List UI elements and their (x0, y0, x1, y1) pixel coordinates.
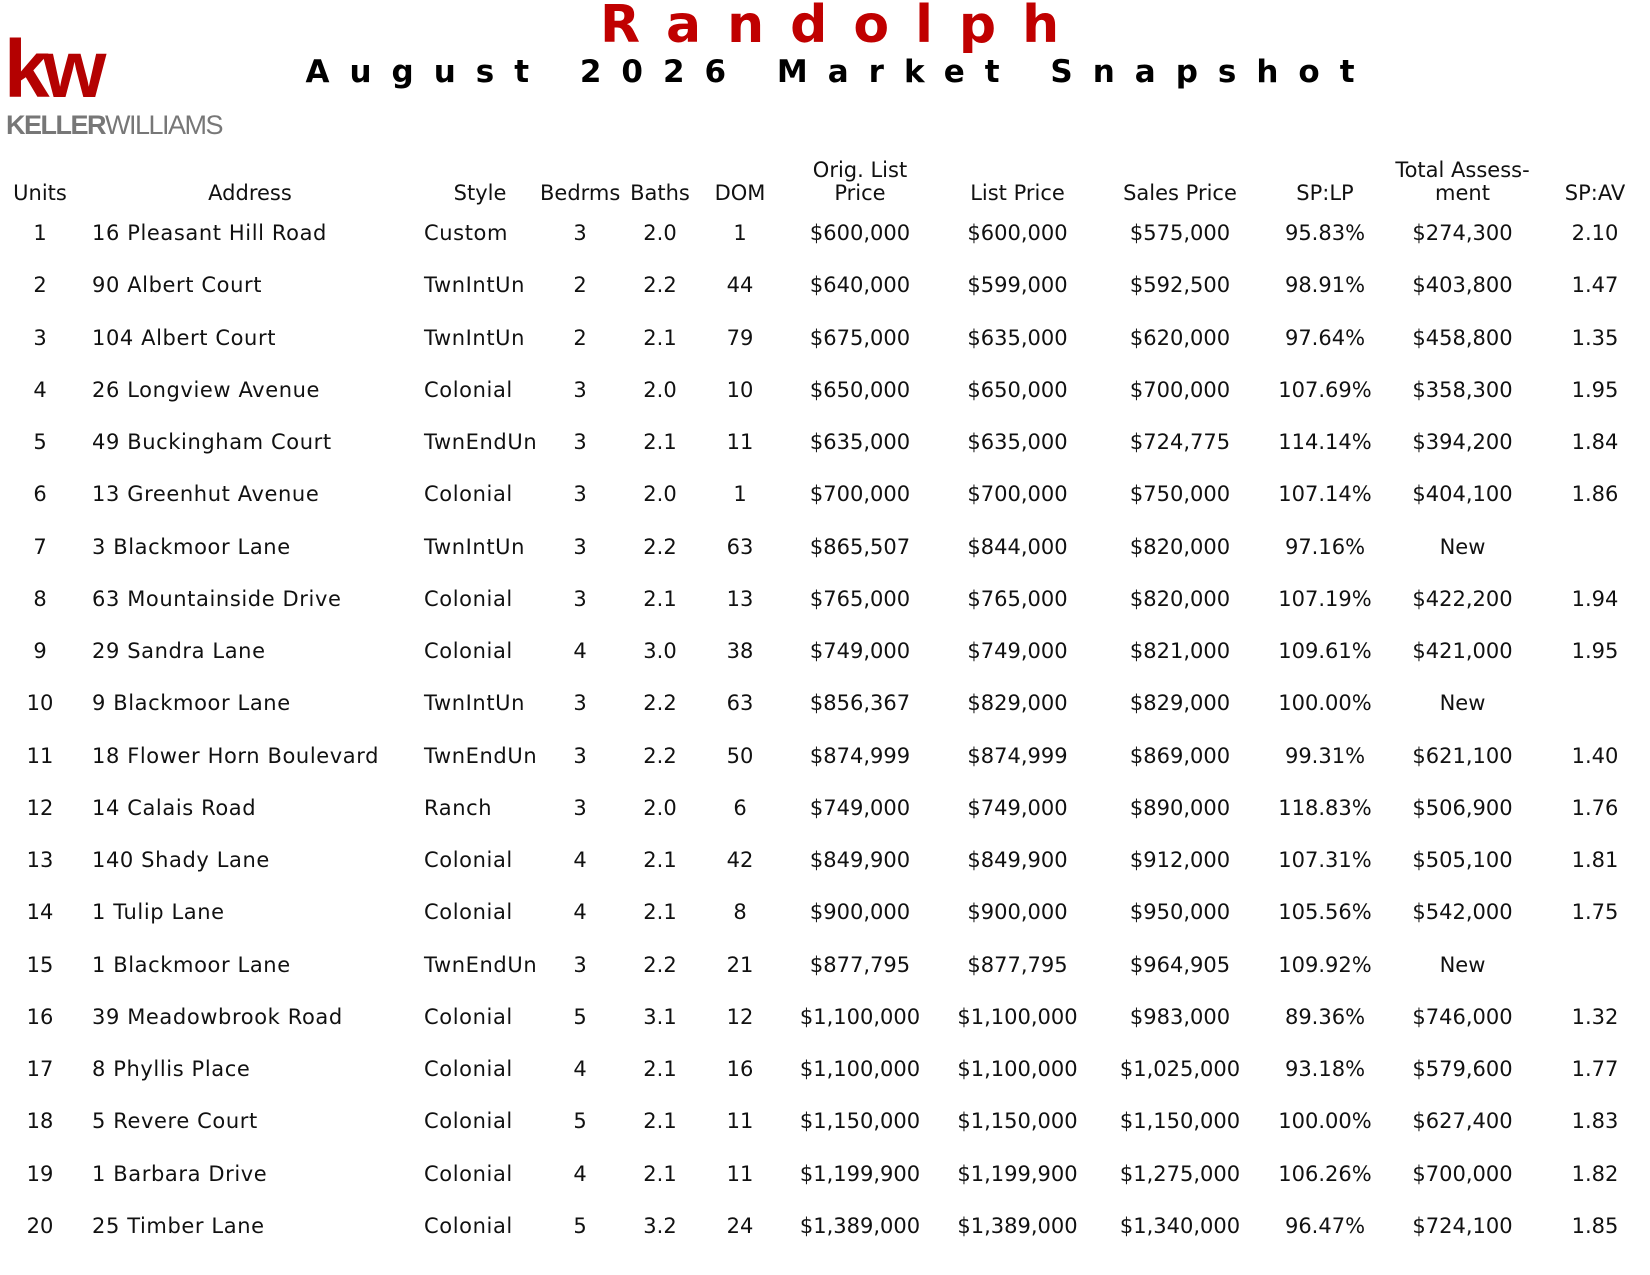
col-units-header: Units (13, 181, 67, 205)
list-price-cell: $1,389,000 (957, 1213, 1078, 1238)
address-cell: 25 Timber Lane (92, 1213, 265, 1238)
table-row (0, 991, 1650, 1043)
dom-cell: 11 (726, 1161, 754, 1186)
baths-cell: 2.1 (643, 1161, 677, 1186)
sp-lp-cell: 100.00% (1278, 691, 1372, 716)
sp-lp-cell: 100.00% (1278, 1109, 1372, 1134)
address-cell: 13 Greenhut Avenue (92, 482, 320, 507)
bedrms-cell: 3 (573, 430, 587, 455)
bedrms-cell: 3 (573, 221, 587, 246)
dom-cell: 24 (726, 1213, 754, 1238)
sp-av-cell: 1.82 (1571, 1161, 1619, 1186)
unit-cell: 2 (33, 273, 47, 298)
style-cell: TwnIntUn (424, 691, 526, 716)
address-cell: 1 Barbara Drive (92, 1161, 268, 1186)
sp-lp-cell: 93.18% (1284, 1057, 1366, 1082)
table-row (0, 416, 1650, 468)
table-row (0, 886, 1650, 938)
page-title: Randolph (600, 0, 1086, 55)
sp-av-cell: 1.95 (1571, 639, 1619, 664)
col-sp-av-header: SP:AV (1564, 181, 1626, 205)
sp-av-cell: 1.86 (1571, 482, 1619, 507)
orig-list-price-cell: $700,000 (809, 482, 911, 507)
list-price-cell: $900,000 (967, 900, 1068, 925)
sp-lp-cell: 106.26% (1278, 1161, 1372, 1186)
sp-av-cell: 1.94 (1571, 586, 1619, 611)
list-price-cell: $1,100,000 (957, 1004, 1078, 1029)
list-price-cell: $1,199,900 (957, 1161, 1078, 1186)
baths-cell: 2.0 (643, 221, 677, 246)
sales-price-cell: $820,000 (1129, 534, 1231, 559)
address-cell: 140 Shady Lane (92, 848, 270, 873)
unit-cell: 3 (33, 325, 47, 350)
style-cell: TwnIntUn (424, 325, 526, 350)
bedrms-cell: 2 (573, 325, 587, 350)
orig-list-price-cell: $1,389,000 (799, 1213, 921, 1238)
total-assessment-cell: $621,100 (1412, 743, 1513, 768)
baths-cell: 2.2 (643, 743, 677, 768)
list-price-cell: $829,000 (967, 691, 1068, 716)
orig-list-price-cell: $1,100,000 (799, 1057, 921, 1082)
style-cell: Colonial (424, 377, 513, 402)
table-row (0, 468, 1650, 520)
orig-list-price-cell: $856,367 (809, 691, 911, 716)
list-price-cell: $765,000 (967, 586, 1068, 611)
address-cell: 9 Blackmoor Lane (92, 691, 291, 716)
sales-price-cell: $821,000 (1129, 639, 1231, 664)
dom-cell: 79 (726, 325, 754, 350)
keller-williams-logo (4, 24, 244, 140)
orig-list-price-cell: $650,000 (809, 377, 911, 402)
sp-lp-cell: 109.92% (1278, 952, 1372, 977)
address-cell: 16 Pleasant Hill Road (92, 221, 327, 246)
total-assessment-cell: New (1439, 952, 1486, 977)
sp-lp-cell: 107.19% (1278, 586, 1372, 611)
orig-list-price-cell: $874,999 (809, 743, 911, 768)
total-assessment-cell: $700,000 (1412, 1161, 1513, 1186)
orig-list-price-cell: $635,000 (809, 430, 911, 455)
sales-price-cell: $869,000 (1129, 743, 1231, 768)
total-assessment-cell: $542,000 (1412, 900, 1513, 925)
logo-wordmark-bold: KELLER (6, 110, 105, 140)
sp-av-cell: 1.35 (1571, 325, 1619, 350)
dom-cell: 12 (726, 1004, 754, 1029)
total-assessment-cell: $422,200 (1412, 586, 1513, 611)
logo-wordmark (6, 110, 222, 140)
dom-cell: 13 (726, 586, 754, 611)
table-row (0, 1043, 1650, 1095)
dom-cell: 6 (733, 795, 747, 820)
table-row (0, 730, 1650, 782)
total-assessment-cell: $458,800 (1412, 325, 1513, 350)
page-subtitle: August 2026 Market Snapshot (305, 54, 1375, 90)
style-cell: Colonial (424, 1161, 513, 1186)
total-assessment-cell: $579,600 (1412, 1057, 1513, 1082)
list-price-cell: $1,150,000 (957, 1109, 1078, 1134)
unit-cell: 1 (33, 221, 47, 246)
address-cell: 26 Longview Avenue (92, 377, 321, 402)
sp-av-cell: 1.83 (1571, 1109, 1619, 1134)
sp-av-cell: 1.84 (1571, 430, 1619, 455)
total-assessment-cell: $746,000 (1412, 1004, 1513, 1029)
bedrms-cell: 5 (573, 1109, 587, 1134)
orig-list-price-header-line1: Orig. List (812, 158, 908, 182)
orig-list-price-cell: $865,507 (809, 534, 911, 559)
address-cell: 39 Meadowbrook Road (92, 1004, 343, 1029)
orig-list-price-cell: $749,000 (809, 639, 911, 664)
orig-list-price-cell: $765,000 (809, 586, 911, 611)
address-cell: 5 Revere Court (92, 1109, 258, 1134)
list-price-cell: $877,795 (967, 952, 1068, 977)
baths-cell: 2.2 (643, 952, 677, 977)
unit-cell: 8 (33, 586, 47, 611)
sp-av-cell: 1.75 (1571, 900, 1619, 925)
total-assessment-cell: $394,200 (1412, 430, 1513, 455)
baths-cell: 2.2 (643, 534, 677, 559)
dom-cell: 1 (733, 221, 747, 246)
sp-av-cell: 1.32 (1571, 1004, 1619, 1029)
sales-price-cell: $700,000 (1129, 377, 1231, 402)
col-address-header: Address (208, 181, 292, 205)
sp-av-cell: 1.47 (1571, 273, 1619, 298)
sp-av-cell: 1.95 (1571, 377, 1619, 402)
baths-cell: 2.2 (643, 273, 677, 298)
total-assessment-cell: $404,100 (1412, 482, 1513, 507)
bedrms-cell: 4 (573, 1161, 587, 1186)
unit-cell: 18 (26, 1109, 54, 1134)
sp-av-cell: 1.85 (1571, 1213, 1619, 1238)
col-style-header: Style (453, 181, 507, 205)
sales-price-cell: $620,000 (1129, 325, 1231, 350)
logo-wordmark-light: WILLIAMS (105, 110, 223, 140)
sp-av-cell: 1.40 (1571, 743, 1619, 768)
sp-av-cell: 1.81 (1571, 848, 1619, 873)
sp-lp-cell: 107.14% (1278, 482, 1372, 507)
sp-lp-cell: 118.83% (1278, 795, 1372, 820)
style-cell: Colonial (424, 586, 513, 611)
col-total-assessment-header (1385, 150, 1540, 207)
unit-cell: 10 (26, 691, 54, 716)
bedrms-cell: 3 (573, 952, 587, 977)
col-list-price-header: List Price (970, 181, 1065, 205)
style-cell: Colonial (424, 900, 513, 925)
bedrms-cell: 3 (573, 482, 587, 507)
style-cell: TwnIntUn (424, 273, 526, 298)
list-price-cell: $844,000 (967, 534, 1068, 559)
orig-list-price-cell: $1,100,000 (799, 1004, 921, 1029)
dom-cell: 21 (726, 952, 754, 977)
sp-lp-cell: 97.64% (1284, 325, 1366, 350)
bedrms-cell: 3 (573, 795, 587, 820)
list-price-cell: $650,000 (967, 377, 1068, 402)
style-cell: Colonial (424, 1109, 513, 1134)
address-cell: 49 Buckingham Court (92, 430, 332, 455)
orig-list-price-cell: $675,000 (809, 325, 911, 350)
bedrms-cell: 3 (573, 586, 587, 611)
bedrms-cell: 5 (573, 1004, 587, 1029)
sp-lp-cell: 109.61% (1278, 639, 1372, 664)
table-row (0, 312, 1650, 364)
bedrms-cell: 3 (573, 743, 587, 768)
col-dom-header: DOM (714, 181, 766, 205)
style-cell: TwnEndUn (424, 430, 538, 455)
list-price-cell: $749,000 (967, 639, 1068, 664)
table-row (0, 782, 1650, 834)
address-cell: 1 Tulip Lane (92, 900, 225, 925)
sales-price-cell: $575,000 (1129, 221, 1231, 246)
sales-price-cell: $1,340,000 (1119, 1213, 1241, 1238)
dom-cell: 44 (726, 273, 754, 298)
dom-cell: 50 (726, 743, 754, 768)
baths-cell: 2.0 (643, 377, 677, 402)
sales-price-cell: $829,000 (1129, 691, 1231, 716)
dom-cell: 63 (726, 534, 754, 559)
address-cell: 63 Mountainside Drive (92, 586, 342, 611)
list-price-cell: $874,999 (967, 743, 1068, 768)
baths-cell: 2.1 (643, 848, 677, 873)
sales-price-cell: $890,000 (1129, 795, 1231, 820)
sales-price-cell: $950,000 (1129, 900, 1231, 925)
col-sales-price-header: Sales Price (1123, 181, 1237, 205)
unit-cell: 12 (26, 795, 54, 820)
style-cell: Colonial (424, 1004, 513, 1029)
dom-cell: 11 (726, 1109, 754, 1134)
table-row (0, 1200, 1650, 1252)
style-cell: Colonial (424, 1213, 513, 1238)
baths-cell: 2.2 (643, 691, 677, 716)
list-price-cell: $749,000 (967, 795, 1068, 820)
address-cell: 29 Sandra Lane (92, 639, 266, 664)
dom-cell: 10 (726, 377, 754, 402)
sales-price-cell: $1,275,000 (1119, 1161, 1241, 1186)
unit-cell: 9 (33, 639, 47, 664)
style-cell: Colonial (424, 482, 513, 507)
unit-cell: 20 (26, 1213, 54, 1238)
sp-av-cell (1540, 521, 1650, 573)
col-sp-lp-header: SP:LP (1296, 181, 1354, 205)
table-row (0, 625, 1650, 677)
sp-lp-cell: 105.56% (1278, 900, 1372, 925)
table-row (0, 834, 1650, 886)
kw-logo-mark: kw (4, 24, 100, 115)
unit-cell: 11 (26, 743, 54, 768)
unit-cell: 7 (33, 534, 47, 559)
total-assessment-cell: $274,300 (1412, 221, 1513, 246)
total-assessment-header-line2: ment (1435, 181, 1490, 205)
style-cell: TwnEndUn (424, 743, 538, 768)
sp-lp-cell: 107.31% (1278, 848, 1372, 873)
sp-av-cell: 1.77 (1571, 1057, 1619, 1082)
sp-av-cell: 2.10 (1571, 221, 1619, 246)
baths-cell: 2.0 (643, 482, 677, 507)
unit-cell: 4 (33, 377, 47, 402)
total-assessment-cell: $724,100 (1412, 1213, 1513, 1238)
bedrms-cell: 3 (573, 377, 587, 402)
bedrms-cell: 5 (573, 1213, 587, 1238)
table-row (0, 1148, 1650, 1200)
bedrms-cell: 4 (573, 848, 587, 873)
total-assessment-header-line1: Total Assess- (1395, 158, 1530, 182)
sales-price-cell: $912,000 (1129, 848, 1231, 873)
address-cell: 3 Blackmoor Lane (92, 534, 291, 559)
sales-price-cell: $724,775 (1129, 430, 1231, 455)
unit-cell: 15 (26, 952, 54, 977)
sp-lp-cell: 97.16% (1284, 534, 1366, 559)
sp-lp-cell: 89.36% (1284, 1004, 1366, 1029)
sp-av-cell: 1.76 (1571, 795, 1619, 820)
address-cell: 8 Phyllis Place (92, 1057, 251, 1082)
baths-cell: 2.1 (643, 900, 677, 925)
table-row (0, 1095, 1650, 1147)
dom-cell: 1 (733, 482, 747, 507)
baths-cell: 3.2 (643, 1213, 677, 1238)
list-price-cell: $1,100,000 (957, 1057, 1078, 1082)
col-bedrms-header: Bedrms (540, 181, 621, 205)
table-row (0, 939, 1650, 991)
address-cell: 104 Albert Court (92, 325, 277, 350)
style-cell: Colonial (424, 1057, 513, 1082)
sales-price-cell: $964,905 (1129, 952, 1231, 977)
baths-cell: 3.0 (643, 639, 677, 664)
total-assessment-cell: $506,900 (1412, 795, 1513, 820)
sp-lp-cell: 99.31% (1284, 743, 1366, 768)
col-baths-header: Baths (630, 181, 690, 205)
unit-cell: 6 (33, 482, 47, 507)
sales-price-cell: $592,500 (1129, 273, 1231, 298)
unit-cell: 13 (26, 848, 54, 873)
total-assessment-cell: $627,400 (1412, 1109, 1513, 1134)
table-row (0, 207, 1650, 259)
table-row (0, 364, 1650, 416)
dom-cell: 8 (733, 900, 747, 925)
table-row (0, 521, 1650, 573)
baths-cell: 2.1 (643, 325, 677, 350)
dom-cell: 16 (726, 1057, 754, 1082)
unit-cell: 5 (33, 430, 47, 455)
style-cell: TwnEndUn (424, 952, 538, 977)
list-price-cell: $700,000 (967, 482, 1068, 507)
address-cell: 90 Albert Court (92, 273, 263, 298)
sales-price-cell: $820,000 (1129, 586, 1231, 611)
list-price-cell: $599,000 (967, 273, 1068, 298)
sales-price-cell: $1,150,000 (1119, 1109, 1241, 1134)
orig-list-price-cell: $749,000 (809, 795, 911, 820)
style-cell: TwnIntUn (424, 534, 526, 559)
list-price-cell: $600,000 (967, 221, 1068, 246)
baths-cell: 3.1 (643, 1004, 677, 1029)
sp-lp-cell: 96.47% (1284, 1213, 1366, 1238)
orig-list-price-cell: $849,900 (809, 848, 911, 873)
unit-cell: 16 (26, 1004, 54, 1029)
orig-list-price-cell: $640,000 (809, 273, 911, 298)
sales-table (0, 150, 1650, 1252)
style-cell: Colonial (424, 848, 513, 873)
total-assessment-cell: New (1439, 691, 1486, 716)
orig-list-price-cell: $1,199,900 (799, 1161, 921, 1186)
col-orig-list-price-header (780, 150, 940, 207)
unit-cell: 14 (26, 900, 54, 925)
bedrms-cell: 3 (573, 534, 587, 559)
list-price-cell: $635,000 (967, 325, 1068, 350)
baths-cell: 2.1 (643, 586, 677, 611)
sales-price-cell: $983,000 (1129, 1004, 1231, 1029)
orig-list-price-cell: $1,150,000 (799, 1109, 921, 1134)
dom-cell: 11 (726, 430, 754, 455)
sp-av-cell (1540, 677, 1650, 729)
style-cell: Ranch (424, 795, 493, 820)
bedrms-cell: 4 (573, 639, 587, 664)
address-cell: 1 Blackmoor Lane (92, 952, 291, 977)
baths-cell: 2.1 (643, 1109, 677, 1134)
sales-price-cell: $1,025,000 (1119, 1057, 1241, 1082)
sp-av-cell (1540, 939, 1650, 991)
baths-cell: 2.0 (643, 795, 677, 820)
address-cell: 14 Calais Road (92, 795, 257, 820)
table-header-row (0, 150, 1650, 207)
unit-cell: 17 (26, 1057, 54, 1082)
sp-lp-cell: 98.91% (1284, 273, 1366, 298)
dom-cell: 38 (726, 639, 754, 664)
sales-price-cell: $750,000 (1129, 482, 1231, 507)
unit-cell: 19 (26, 1161, 54, 1186)
table-row (0, 573, 1650, 625)
sp-lp-cell: 114.14% (1278, 430, 1372, 455)
table-row (0, 259, 1650, 311)
bedrms-cell: 4 (573, 900, 587, 925)
dom-cell: 63 (726, 691, 754, 716)
orig-list-price-cell: $600,000 (809, 221, 911, 246)
baths-cell: 2.1 (643, 430, 677, 455)
orig-list-price-header-line2: Price (834, 181, 886, 205)
total-assessment-cell: $421,000 (1412, 639, 1513, 664)
sp-lp-cell: 107.69% (1278, 377, 1372, 402)
table-row (0, 677, 1650, 729)
total-assessment-cell: $403,800 (1412, 273, 1513, 298)
orig-list-price-cell: $877,795 (809, 952, 911, 977)
total-assessment-cell: $505,100 (1412, 848, 1513, 873)
address-cell: 18 Flower Horn Boulevard (92, 743, 380, 768)
list-price-cell: $635,000 (967, 430, 1068, 455)
list-price-cell: $849,900 (967, 848, 1068, 873)
orig-list-price-cell: $900,000 (809, 900, 911, 925)
total-assessment-cell: $358,300 (1412, 377, 1513, 402)
bedrms-cell: 3 (573, 691, 587, 716)
baths-cell: 2.1 (643, 1057, 677, 1082)
style-cell: Colonial (424, 639, 513, 664)
dom-cell: 42 (726, 848, 754, 873)
bedrms-cell: 4 (573, 1057, 587, 1082)
style-cell: Custom (424, 221, 509, 246)
bedrms-cell: 2 (573, 273, 587, 298)
sp-lp-cell: 95.83% (1284, 221, 1366, 246)
total-assessment-cell: New (1439, 534, 1486, 559)
